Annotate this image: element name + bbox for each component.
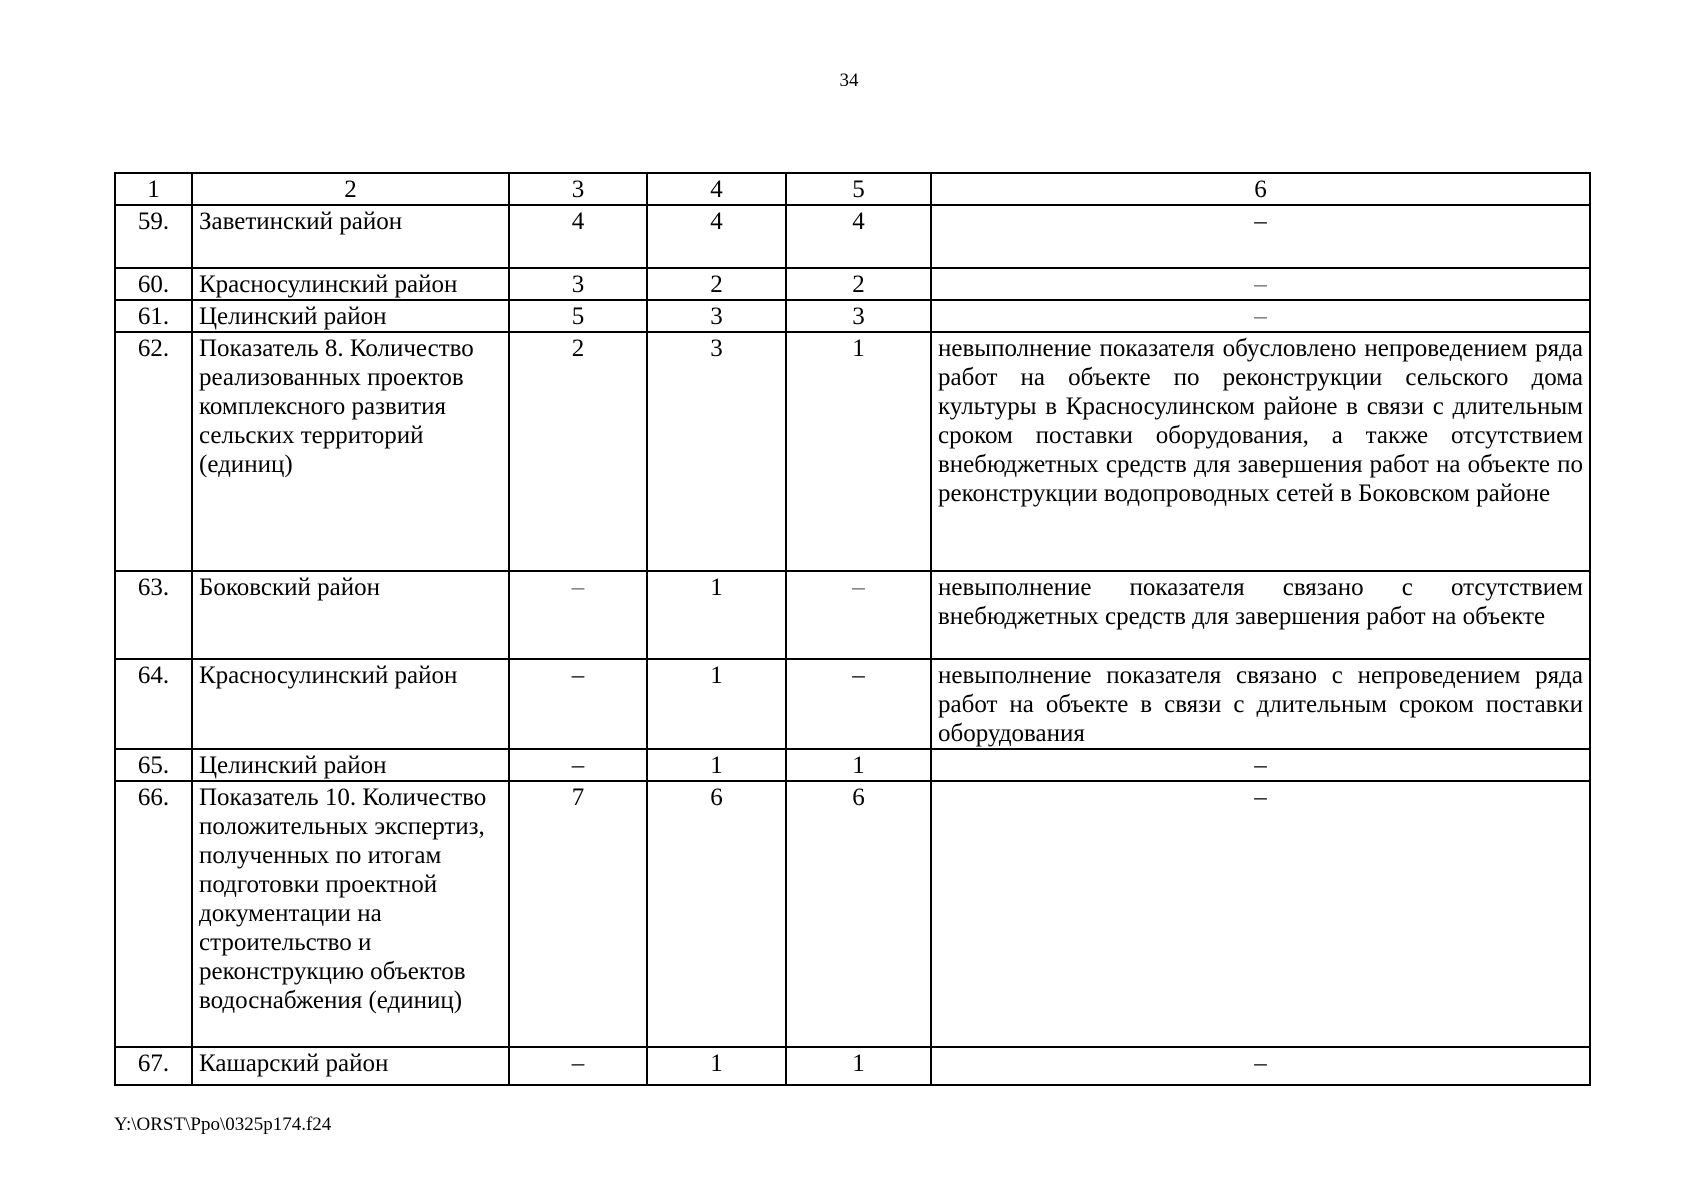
- row-number: 59.: [115, 205, 192, 268]
- row-note: –: [931, 781, 1590, 1047]
- row-name: Боковский район: [192, 571, 509, 659]
- row-col-3: 3: [509, 268, 647, 300]
- row-col-4: 4: [647, 205, 786, 268]
- row-note: –: [931, 268, 1590, 300]
- row-col-5: 1: [786, 332, 931, 571]
- table-row: [115, 749, 1590, 781]
- row-number: 63.: [115, 571, 192, 659]
- row-note: –: [931, 300, 1590, 332]
- row-name: Красносулинский район: [192, 268, 509, 300]
- header-col-1: 1: [115, 173, 192, 205]
- table-row: [115, 205, 1590, 268]
- table-row: [115, 659, 1590, 749]
- row-number: 62.: [115, 332, 192, 571]
- table-header-row: [115, 173, 1590, 205]
- header-col-5: 5: [786, 173, 931, 205]
- report-table: [114, 172, 1591, 1086]
- table-row: [115, 332, 1590, 571]
- row-col-3: 5: [509, 300, 647, 332]
- report-table-container: [114, 172, 1591, 1086]
- row-col-4: 6: [647, 781, 786, 1047]
- row-note: невыполнение показателя связано с непроведением ряда работ на объекте в связи с длительным сроком поставки оборудования: [931, 659, 1590, 749]
- header-col-6: 6: [931, 173, 1590, 205]
- row-col-3: 4: [509, 205, 647, 268]
- row-col-5: 1: [786, 749, 931, 781]
- row-name: Красносулинский район: [192, 659, 509, 749]
- row-name: Целинский район: [192, 749, 509, 781]
- row-col-5: –: [786, 571, 931, 659]
- row-name: Показатель 8. Количество реализованных проектов комплексного развития сельских территорий (единиц): [192, 332, 509, 571]
- row-note: невыполнение показателя обусловлено непроведением ряда работ на объекте по реконструкции сельского дома культуры в Красносулинском районе в связи с длительным сроком поставки оборудования, а также отсутствием внебюджетных средств для завершения работ на объекте по реконструкции водопроводных сетей в Боковском районе: [931, 332, 1590, 571]
- row-note: –: [931, 749, 1590, 781]
- row-col-4: 1: [647, 1047, 786, 1085]
- row-col-3: –: [509, 1047, 647, 1085]
- row-number: 60.: [115, 268, 192, 300]
- row-number: 64.: [115, 659, 192, 749]
- header-col-3: 3: [509, 173, 647, 205]
- header-col-2: 2: [192, 173, 509, 205]
- row-col-4: 1: [647, 749, 786, 781]
- row-col-4: 2: [647, 268, 786, 300]
- row-number: 61.: [115, 300, 192, 332]
- table-row: [115, 571, 1590, 659]
- row-col-3: 2: [509, 332, 647, 571]
- row-col-5: 6: [786, 781, 931, 1047]
- row-col-4: 3: [647, 332, 786, 571]
- row-col-3: –: [509, 749, 647, 781]
- table-row: [115, 1047, 1590, 1085]
- row-number: 65.: [115, 749, 192, 781]
- row-col-5: 2: [786, 268, 931, 300]
- row-name: Целинский район: [192, 300, 509, 332]
- row-col-5: 1: [786, 1047, 931, 1085]
- header-col-4: 4: [647, 173, 786, 205]
- row-number: 66.: [115, 781, 192, 1047]
- row-col-3: 7: [509, 781, 647, 1047]
- page-number: 34: [839, 70, 859, 91]
- row-note: невыполнение показателя связано с отсутствием внебюджетных средств для завершения работ на объекте: [931, 571, 1590, 659]
- row-col-4: 3: [647, 300, 786, 332]
- row-note: –: [931, 205, 1590, 268]
- row-col-5: 4: [786, 205, 931, 268]
- row-name: Кашарский район: [192, 1047, 509, 1085]
- row-col-5: 3: [786, 300, 931, 332]
- row-col-4: 1: [647, 659, 786, 749]
- row-col-4: 1: [647, 571, 786, 659]
- row-name: Показатель 10. Количество положительных экспертиз, полученных по итогам подготовки проектной документации на строительство и реконструкцию объектов водоснабжения (единиц): [192, 781, 509, 1047]
- row-col-3: –: [509, 571, 647, 659]
- table-row: [115, 300, 1590, 332]
- row-name: Заветинский район: [192, 205, 509, 268]
- row-col-3: –: [509, 659, 647, 749]
- row-number: 67.: [115, 1047, 192, 1085]
- row-col-5: –: [786, 659, 931, 749]
- file-path-footer: Y:\ORST\Ppo\0325p174.f24: [114, 1114, 332, 1135]
- table-row: [115, 781, 1590, 1047]
- row-note: –: [931, 1047, 1590, 1085]
- table-row: [115, 268, 1590, 300]
